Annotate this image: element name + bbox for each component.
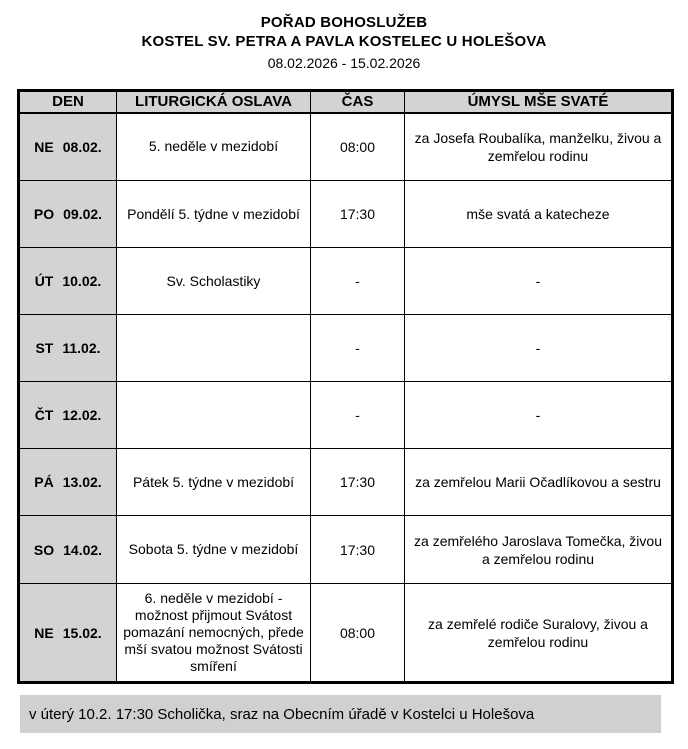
date-range: 08.02.2026 - 15.02.2026 <box>267 55 421 71</box>
day-cell <box>19 181 117 248</box>
day-date: 11.02. <box>62 340 101 356</box>
day-cell <box>19 113 117 181</box>
column-header-time: ČAS <box>311 91 405 113</box>
intention-cell: - <box>405 315 673 382</box>
title-block <box>0 0 688 73</box>
intention-cell: za zemřelou Marii Očadlíkovou a sestru <box>405 449 673 516</box>
day-cell <box>19 382 117 449</box>
intention-cell: za zemřelé rodiče Suralovy, živou a zemřelou rodinu <box>405 584 673 683</box>
column-header-intention: ÚMYSL MŠE SVATÉ <box>405 91 673 113</box>
day-date: 14.02. <box>63 541 103 558</box>
church-name: KOSTEL SV. PETRA A PAVLA KOSTELEC U HOLEŠOVA <box>141 33 547 50</box>
day-cell <box>19 516 117 584</box>
day-abbr: ÚT <box>34 273 54 289</box>
intention-cell: - <box>405 248 673 315</box>
time-cell: - <box>311 315 405 382</box>
day-abbr: ST <box>35 340 54 356</box>
intention-cell: mše svatá a katecheze <box>405 181 673 248</box>
day-abbr: SO <box>33 541 55 558</box>
table-row <box>19 181 673 248</box>
column-header-liturgy: LITURGICKÁ OSLAVA <box>117 91 311 113</box>
time-cell: 08:00 <box>311 113 405 181</box>
table-header-row <box>19 91 673 113</box>
intention-cell: - <box>405 382 673 449</box>
day-cell <box>19 248 117 315</box>
day-date: 13.02. <box>62 474 102 490</box>
table-row <box>19 248 673 315</box>
day-abbr: PO <box>33 206 55 222</box>
table-row <box>19 315 673 382</box>
liturgy-cell: Pondělí 5. týdne v mezidobí <box>117 181 311 248</box>
table-row <box>19 382 673 449</box>
day-cell <box>19 584 117 683</box>
liturgy-cell: Pátek 5. týdne v mezidobí <box>117 449 311 516</box>
day-date: 12.02. <box>62 407 102 423</box>
intention-cell: za zemřelého Jaroslava Tomečka, živou a zemřelou rodinu <box>405 516 673 584</box>
table-row <box>19 113 673 181</box>
table-row <box>19 516 673 584</box>
day-abbr: NE <box>34 624 54 641</box>
column-header-day: DEN <box>19 91 117 113</box>
announcement-text: v úterý 10.2. 17:30 Scholička, sraz na Obecním úřadě v Kostelci u Holešova <box>29 705 535 723</box>
time-cell: - <box>311 248 405 315</box>
liturgy-cell: 5. neděle v mezidobí <box>117 113 311 181</box>
mass-schedule-table <box>17 89 674 684</box>
liturgy-cell: Sobota 5. týdne v mezidobí <box>117 516 311 584</box>
announcement-bar <box>20 695 661 733</box>
day-date: 15.02. <box>62 624 102 641</box>
intention-cell: za Josefa Roubalíka, manželku, živou a zemřelou rodinu <box>405 113 673 181</box>
day-cell <box>19 315 117 382</box>
day-date: 09.02. <box>63 206 103 222</box>
table-row <box>19 449 673 516</box>
liturgy-cell <box>117 382 311 449</box>
day-cell <box>19 449 117 516</box>
page-title: POŘAD BOHOSLUŽEB <box>260 14 428 31</box>
day-date: 08.02. <box>62 138 102 155</box>
table-row <box>19 584 673 683</box>
day-abbr: ČT <box>34 407 54 423</box>
time-cell: 17:30 <box>311 449 405 516</box>
liturgy-cell: Sv. Scholastiky <box>117 248 311 315</box>
liturgy-cell: 6. neděle v mezidobí - možnost přijmout Svátost pomazání nemocných, přede mší svatou možnost Svátosti smíření <box>117 584 311 683</box>
liturgy-cell <box>117 315 311 382</box>
time-cell: 17:30 <box>311 516 405 584</box>
time-cell: - <box>311 382 405 449</box>
time-cell: 08:00 <box>311 584 405 683</box>
day-abbr: PÁ <box>34 474 54 490</box>
time-cell: 17:30 <box>311 181 405 248</box>
day-abbr: NE <box>34 138 54 155</box>
day-date: 10.02. <box>62 273 102 289</box>
